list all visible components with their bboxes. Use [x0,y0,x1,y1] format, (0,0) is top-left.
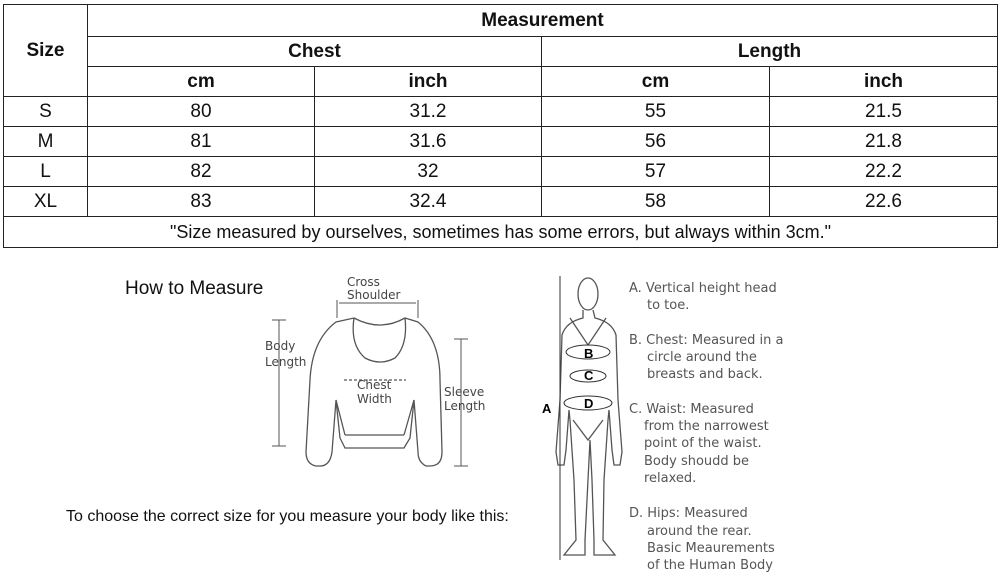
length-header: Length [542,37,998,67]
length-cm-cell: 55 [542,97,770,127]
instruction-line: B. Chest: Measured in a [629,333,784,348]
instruction-line: D. Hips: Measured [629,506,748,521]
body-length-label-1: Body [265,339,296,353]
length-inch-cell: 22.6 [770,187,998,217]
instruction-line: point of the waist. [644,436,762,451]
chest-cm-cell: 82 [88,157,315,187]
instruction-line: around the rear. [647,524,752,539]
instruction-line: from the narrowest [644,419,769,434]
instruction-a [629,281,777,313]
length-inch-header: inch [770,67,998,97]
chest-inch-cell: 31.2 [315,97,542,127]
letter-d-label: D [584,396,594,411]
sleeve-length-label-1: Sleeve [444,385,485,399]
size-cell: XL [4,187,88,217]
chest-cm-cell: 83 [88,187,315,217]
length-inch-cell: 21.5 [770,97,998,127]
chest-cm-header: cm [88,67,315,97]
size-cell: M [4,127,88,157]
instruction-line: A. Vertical height head [629,281,777,296]
instruction-line: Body shoudd be [644,454,750,469]
chest-inch-header: inch [315,67,542,97]
length-cm-cell: 56 [542,127,770,157]
instruction-line: to toe. [647,298,690,313]
instruction-line: circle around the [647,350,757,365]
chest-inch-cell: 32 [315,157,542,187]
chest-cm-cell: 80 [88,97,315,127]
length-inch-cell: 22.2 [770,157,998,187]
table-note: "Size measured by ourselves, sometimes has some errors, but always within 3cm." [4,217,998,248]
size-cell: S [4,97,88,127]
instruction-line: relaxed. [644,471,697,486]
how-to-measure-title: How to Measure [125,278,264,299]
instruction-line: of the Human Body [647,558,773,573]
length-inch-cell: 21.8 [770,127,998,157]
choose-size-text: To choose the correct size for you measure your body like this: [66,508,509,525]
instruction-line: Basic Meaurements [647,541,775,556]
instruction-b [629,333,783,382]
size-cell: L [4,157,88,187]
size-header: Size [4,5,88,97]
chest-inch-cell: 32.4 [315,187,542,217]
instruction-c [629,402,769,486]
letter-a-label: A [542,401,552,416]
cross-shoulder-label-2: Shoulder [347,288,401,302]
chest-cm-cell: 81 [88,127,315,157]
body-figure-icon [556,278,622,555]
chest-inch-cell: 31.6 [315,127,542,157]
length-cm-header: cm [542,67,770,97]
length-cm-cell: 57 [542,157,770,187]
measurement-header: Measurement [88,5,998,37]
letter-b-label: B [584,346,594,361]
instruction-line: breasts and back. [647,367,763,382]
instruction-d [629,506,775,573]
sleeve-length-label-2: Length [444,399,486,413]
body-length-label-2: Length [265,355,307,369]
chest-width-label-2: Width [357,392,392,406]
cross-shoulder-label-1: Cross [347,275,380,289]
length-cm-cell: 58 [542,187,770,217]
letter-c-label: C [584,368,594,383]
chest-width-label-1: Chest [357,378,392,392]
instruction-line: C. Waist: Measured [629,402,754,417]
chest-header: Chest [88,37,542,67]
